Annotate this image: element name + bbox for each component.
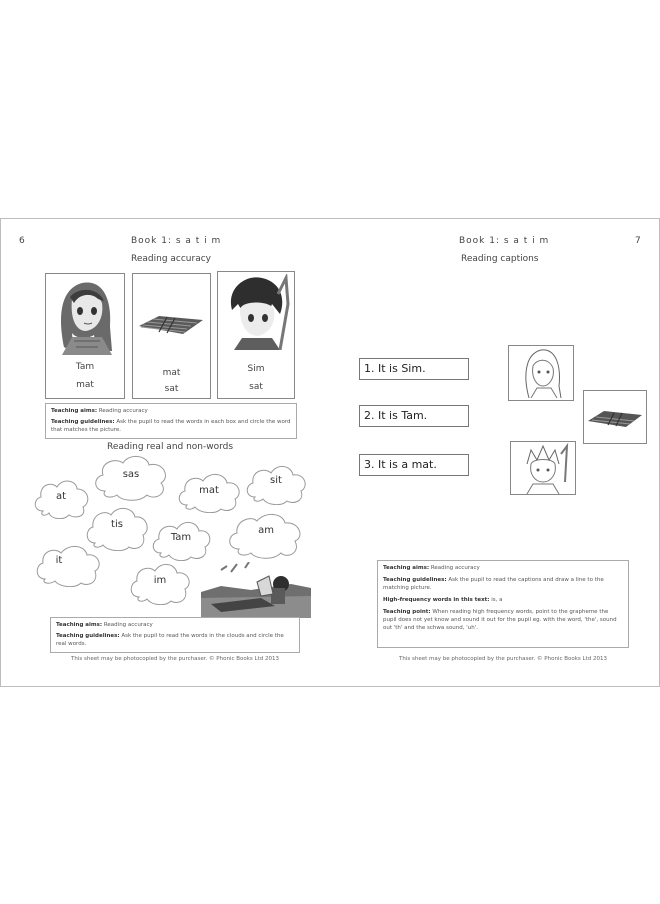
mat-rug-icon xyxy=(584,391,646,443)
word-cloud-im[interactable] xyxy=(129,561,191,605)
caption-box-1[interactable]: 1. It is Sim. xyxy=(359,358,469,380)
teaching-point-text: When reading high frequency words, point to the grapheme the pupil does not yet know and sound it out for the pupil eg. with the word, 'the', sound out 'th' and the schwa sound, 'uh'. xyxy=(383,609,617,631)
book-title-right: Book 1: s a t i m xyxy=(459,236,550,246)
card-1-word-1: Tam xyxy=(75,362,95,372)
word-cloud-am[interactable] xyxy=(227,511,305,559)
boy-reading-icon xyxy=(201,562,311,618)
high-frequency-text: is, a xyxy=(491,597,503,603)
card-2-word-2: sat xyxy=(164,384,179,394)
teaching-point-label: Teaching point: xyxy=(383,609,431,615)
word-cloud-it[interactable] xyxy=(35,543,103,587)
cloud-word: Tam xyxy=(170,532,192,543)
cloud-word: sas xyxy=(122,469,140,480)
teaching-notes-1 xyxy=(45,403,297,439)
card-1-word-2: mat xyxy=(76,380,94,390)
guidelines-text: Ask the pupil to read the captions and draw a line to the matching picture. xyxy=(383,577,604,591)
word-cloud-tam[interactable] xyxy=(151,519,211,561)
cloud-word: it xyxy=(55,555,63,566)
cloud-word: at xyxy=(55,491,67,502)
section-title-reading-captions: Reading captions xyxy=(461,254,539,264)
word-cloud-sit[interactable] xyxy=(245,463,307,505)
card-2-word-1: mat xyxy=(162,368,181,378)
word-card-2 xyxy=(132,273,211,399)
cloud-word: sit xyxy=(270,475,282,486)
teaching-notes-2 xyxy=(50,617,300,653)
word-card-1 xyxy=(45,273,125,399)
word-cloud-at[interactable] xyxy=(33,477,89,519)
page-number-right: 7 xyxy=(635,236,641,246)
book-spread xyxy=(0,218,660,687)
card-3-word-1: Sim xyxy=(247,364,265,374)
cloud-word: tis xyxy=(111,519,123,530)
guidelines-label: Teaching guidelines: xyxy=(51,419,115,425)
word-card-3 xyxy=(217,271,295,399)
aims-text: Reading accuracy xyxy=(98,408,148,414)
match-picture-mat[interactable] xyxy=(583,390,647,444)
cloud-word: im xyxy=(153,575,167,586)
word-cloud-mat[interactable] xyxy=(177,471,241,513)
match-picture-girl[interactable] xyxy=(508,345,574,401)
boy-sketch-icon xyxy=(511,442,575,494)
book-title-left: Book 1: s a t i m xyxy=(131,236,222,246)
guidelines-text: Ask the pupil to read the words in each box and circle the word that matches the picture. xyxy=(51,419,291,433)
aims-label: Teaching aims: xyxy=(383,565,430,571)
cloud-word: mat xyxy=(199,485,219,496)
word-cloud-sas[interactable] xyxy=(91,453,171,501)
mat-rug-icon xyxy=(137,312,205,338)
guidelines-label: Teaching guidelines: xyxy=(56,633,120,639)
girl-portrait-icon xyxy=(52,277,116,355)
aims-label: Teaching aims: xyxy=(56,622,103,628)
aims-text: Reading accuracy xyxy=(103,622,153,628)
aims-label: Teaching aims: xyxy=(51,408,98,414)
section-title-real-non-words: Reading real and non-words xyxy=(107,442,234,452)
guidelines-label: Teaching guidelines: xyxy=(383,577,447,583)
footer-right: This sheet may be photocopied by the purchaser. © Phonic Books Ltd 2013 xyxy=(399,656,607,662)
boy-portrait-icon xyxy=(222,274,290,350)
card-3-word-2: sat xyxy=(249,382,263,392)
match-picture-boy[interactable] xyxy=(510,441,576,495)
caption-box-2[interactable]: 2. It is Tam. xyxy=(359,405,469,427)
girl-sketch-icon xyxy=(509,346,573,400)
caption-box-3[interactable]: 3. It is a mat. xyxy=(359,454,469,476)
teaching-notes-right xyxy=(377,560,629,648)
footer-left: This sheet may be photocopied by the purchaser. © Phonic Books Ltd 2013 xyxy=(71,656,279,662)
cloud-word: am xyxy=(258,525,274,536)
aims-text: Reading accuracy xyxy=(430,565,480,571)
high-frequency-label: High-frequency words in this text: xyxy=(383,597,490,603)
section-title-reading-accuracy: Reading accuracy xyxy=(131,254,211,264)
guidelines-text: Ask the pupil to read the words in the clouds and circle the real words. xyxy=(56,633,284,647)
page-number-left: 6 xyxy=(19,236,25,246)
